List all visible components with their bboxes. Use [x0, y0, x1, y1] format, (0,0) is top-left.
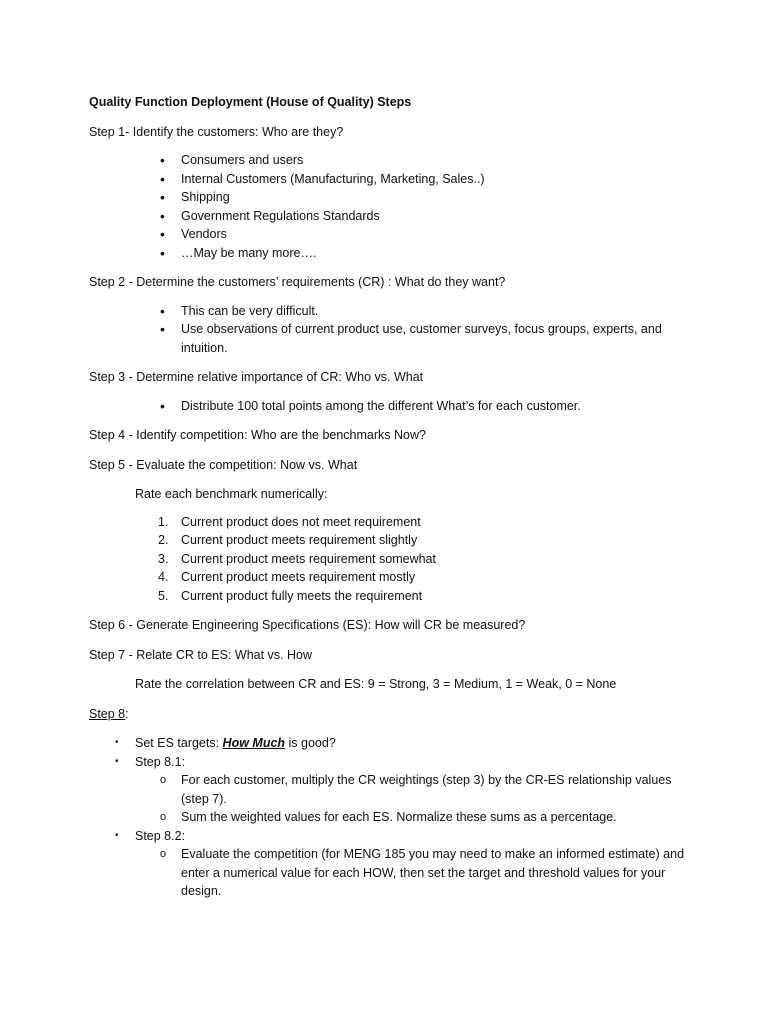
- list-number: 2.: [158, 533, 169, 547]
- step-8-label: Step 8: [89, 706, 126, 721]
- step-5-rating-list: [89, 513, 689, 606]
- step-1-heading: Step 1- Identify the customers: Who are they?: [89, 124, 344, 139]
- list-item: • …May be many more….: [181, 244, 689, 263]
- list-item-text: Current product does not meet requirement: [181, 514, 421, 529]
- list-item: [158, 531, 689, 550]
- step-5-intro: Rate each benchmark numerically:: [135, 487, 328, 501]
- step-2-heading: Step 2 - Determine the customers’ requirements (CR) : What do they want?: [89, 275, 506, 289]
- list-item: [135, 734, 689, 753]
- list-item: • This can be very difficult.: [181, 302, 689, 321]
- list-item: [135, 753, 689, 827]
- list-number: 4.: [158, 570, 169, 584]
- step-5-heading: Step 5 - Evaluate the competition: Now vs. What: [89, 457, 358, 472]
- step-8-2-label: Step 8.2:: [135, 828, 186, 843]
- list-item-text: Current product fully meets the requirement: [181, 588, 423, 603]
- list-item: • Vendors: [181, 225, 689, 244]
- step-8-list: [89, 734, 689, 901]
- es-targets-post: is good?: [285, 736, 336, 750]
- step-1-list: [89, 151, 689, 262]
- es-targets-emphasis: How Much: [222, 736, 286, 750]
- step-6-heading: Step 6 - Generate Engineering Specifications (ES): How will CR be measured?: [89, 618, 526, 632]
- step-8-1-list: [135, 771, 689, 827]
- list-number: 5.: [158, 588, 169, 603]
- es-targets-pre: Set ES targets:: [135, 736, 223, 750]
- list-item: • Consumers and users: [181, 151, 689, 170]
- list-item: • Use observations of current product use, customer surveys, focus groups, experts, and intuition.: [181, 320, 689, 357]
- step-7-heading: Step 7 - Relate CR to ES: What vs. How: [89, 647, 312, 662]
- list-item: • Internal Customers (Manufacturing, Marketing, Sales..): [181, 170, 689, 189]
- list-item-text: Current product meets requirement slightly: [181, 533, 418, 547]
- list-item: [158, 550, 689, 569]
- list-item: [158, 568, 689, 587]
- step-8-1-label: Step 8.1:: [135, 754, 186, 769]
- list-item: [135, 827, 689, 901]
- document-body: [89, 93, 689, 901]
- list-item: o Evaluate the competition (for MENG 185 you may need to make an informed estimate) and enter a numerical value for each HOW, then set the target and threshold values for your design.: [181, 845, 689, 901]
- list-item: o For each customer, multiply the CR weightings (step 3) by the CR-ES relationship values (step 7).: [181, 771, 689, 808]
- list-item: o Sum the weighted values for each ES. Normalize these sums as a percentage.: [181, 808, 689, 827]
- step-3-list: [89, 397, 689, 416]
- list-number: 3.: [158, 551, 169, 566]
- list-item-text: Current product meets requirement somewhat: [181, 551, 436, 566]
- list-item: • Government Regulations Standards: [181, 207, 689, 226]
- step-4-heading: Step 4 - Identify competition: Who are the benchmarks Now?: [89, 428, 426, 442]
- list-item: • Distribute 100 total points among the different What’s for each customer.: [181, 397, 689, 416]
- step-8-colon: :: [125, 706, 129, 721]
- step-7-intro: Rate the correlation between CR and ES: 9 = Strong, 3 = Medium, 1 = Weak, 0 = None: [135, 677, 617, 691]
- document-title: Quality Function Deployment (House of Quality) Steps: [89, 95, 412, 109]
- step-3-heading: Step 3 - Determine relative importance of CR: Who vs. What: [89, 370, 424, 384]
- list-item: • Shipping: [181, 188, 689, 207]
- list-item: [158, 587, 689, 606]
- step-2-list: [89, 302, 689, 358]
- list-item: [158, 513, 689, 532]
- step-8-heading: [89, 705, 689, 724]
- list-number: 1.: [158, 514, 169, 529]
- list-item-text: Current product meets requirement mostly: [181, 570, 416, 584]
- step-8-2-list: [135, 845, 689, 901]
